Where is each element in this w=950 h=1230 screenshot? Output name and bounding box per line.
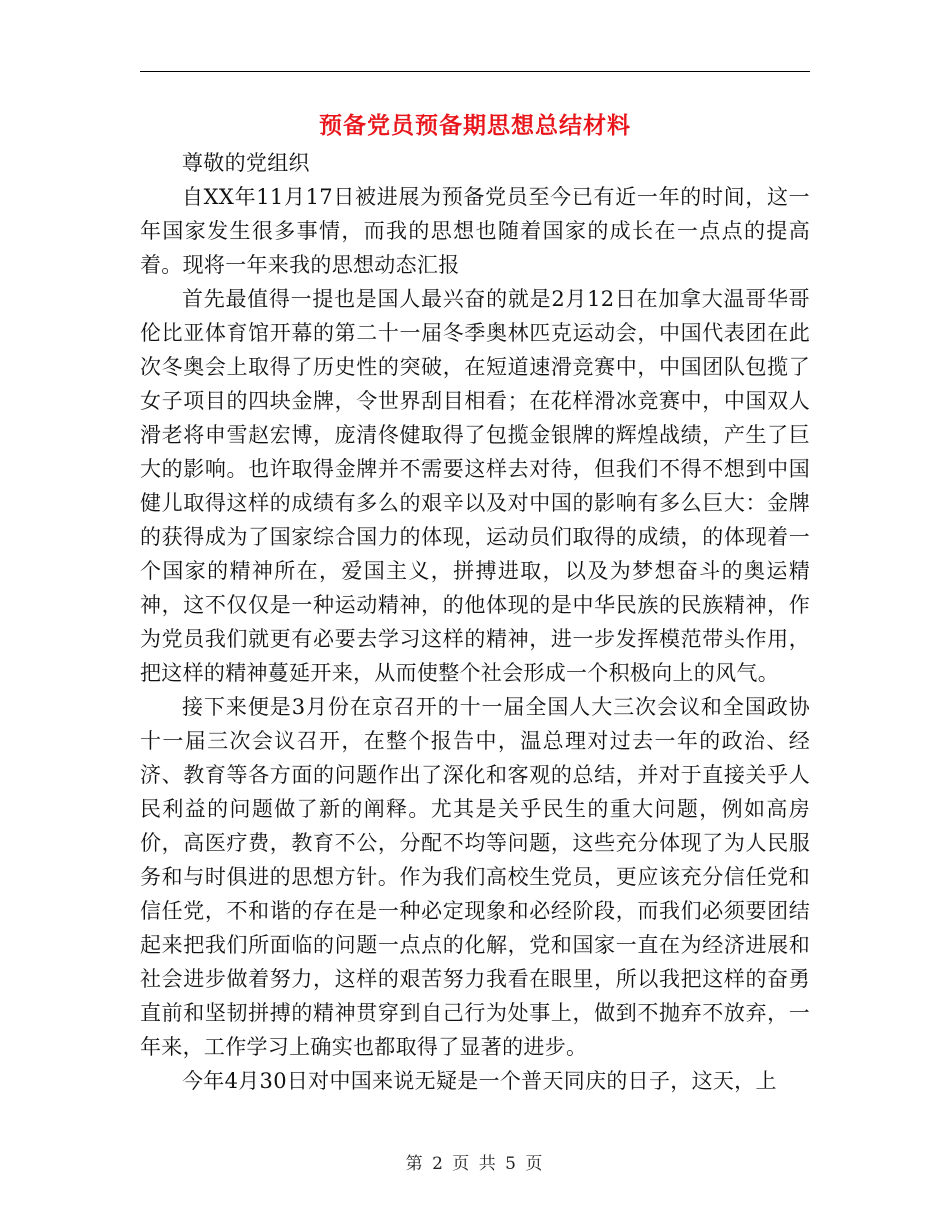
salutation: 尊敬的党组织 xyxy=(182,151,310,175)
body-paragraph-4: 今年4月30日对中国来说无疑是一个普天同庆的日子，这天，上 xyxy=(182,1069,777,1093)
page-number-footer: 第 2 页 共 5 页 xyxy=(405,1154,545,1174)
body-paragraph-2: 首先最值得一提也是国人最兴奋的就是2月12日在加拿大温哥华哥伦比亚体育馆开幕的第二十一届冬季奥林匹克运动会，中国代表团在此次冬奥会上取得了历史性的突破，在短道速滑竞赛中，中国团队包揽了女子项目的四块金牌，令世界刮目相看；在花样滑冰竞赛中，中国双人滑老将申雪赵宏博，庞清佟健取得了包揽金银牌的辉煌战绩，产生了巨大的影响。也许取得金牌并不需要这样去对待，但我们不得不想到中国健儿取得这样的成绩有多么的艰辛以及对中国的影响有多么巨大：金牌的获得成为了国家综合国力的体现，运动员们取得的成绩，的体现着一个国家的精神所在，爱国主义，拼搏进取，以及为梦想奋斗的奥运精神，这不仅仅是一种运动精神，的他体现的是中华民族的民族精神，作为党员我们就更有必要去学习这样的精神，进一步发挥模范带头作用，把这样的精神蔓延开来，从而使整个社会形成一个积极向上的风气。 xyxy=(140,287,810,685)
body-paragraph-3: 接下来便是3月份在京召开的十一届全国人大三次会议和全国政协十一届三次会议召开，在整个报告中，温总理对过去一年的政治、经济、教育等各方面的问题作出了深化和客观的总结，并对于直接关乎人民利益的问题做了新的阐释。尤其是关乎民生的重大问题，例如高房价，高医疗费，教育不公，分配不均等问题，这些充分体现了为人民服务和与时俱进的思想方针。作为我们高校生党员，更应该充分信任党和信任党，不和谐的存在是一种必定现象和必经阶段，而我们必须要团结起来把我们所面临的问题一点点的化解，党和国家一直在为经济进展和社会进步做着努力，这样的艰苦努力我看在眼里，所以我把这样的奋勇直前和坚韧拼搏的精神贯穿到自己行为处事上，做到不抛弃不放弃，一年来，工作学习上确实也都取得了显著的进步。 xyxy=(140,695,810,1059)
document-title: 预备党员预备期思想总结材料 xyxy=(319,112,631,139)
header-rule xyxy=(140,71,810,72)
document-body xyxy=(140,146,810,1098)
body-paragraph-1: 自XX年11月17日被进展为预备党员至今已有近一年的时间，这一年国家发生很多事情，而我的思想也随着国家的成长在一点点的提高着。现将一年来我的思想动态汇报 xyxy=(140,185,810,277)
